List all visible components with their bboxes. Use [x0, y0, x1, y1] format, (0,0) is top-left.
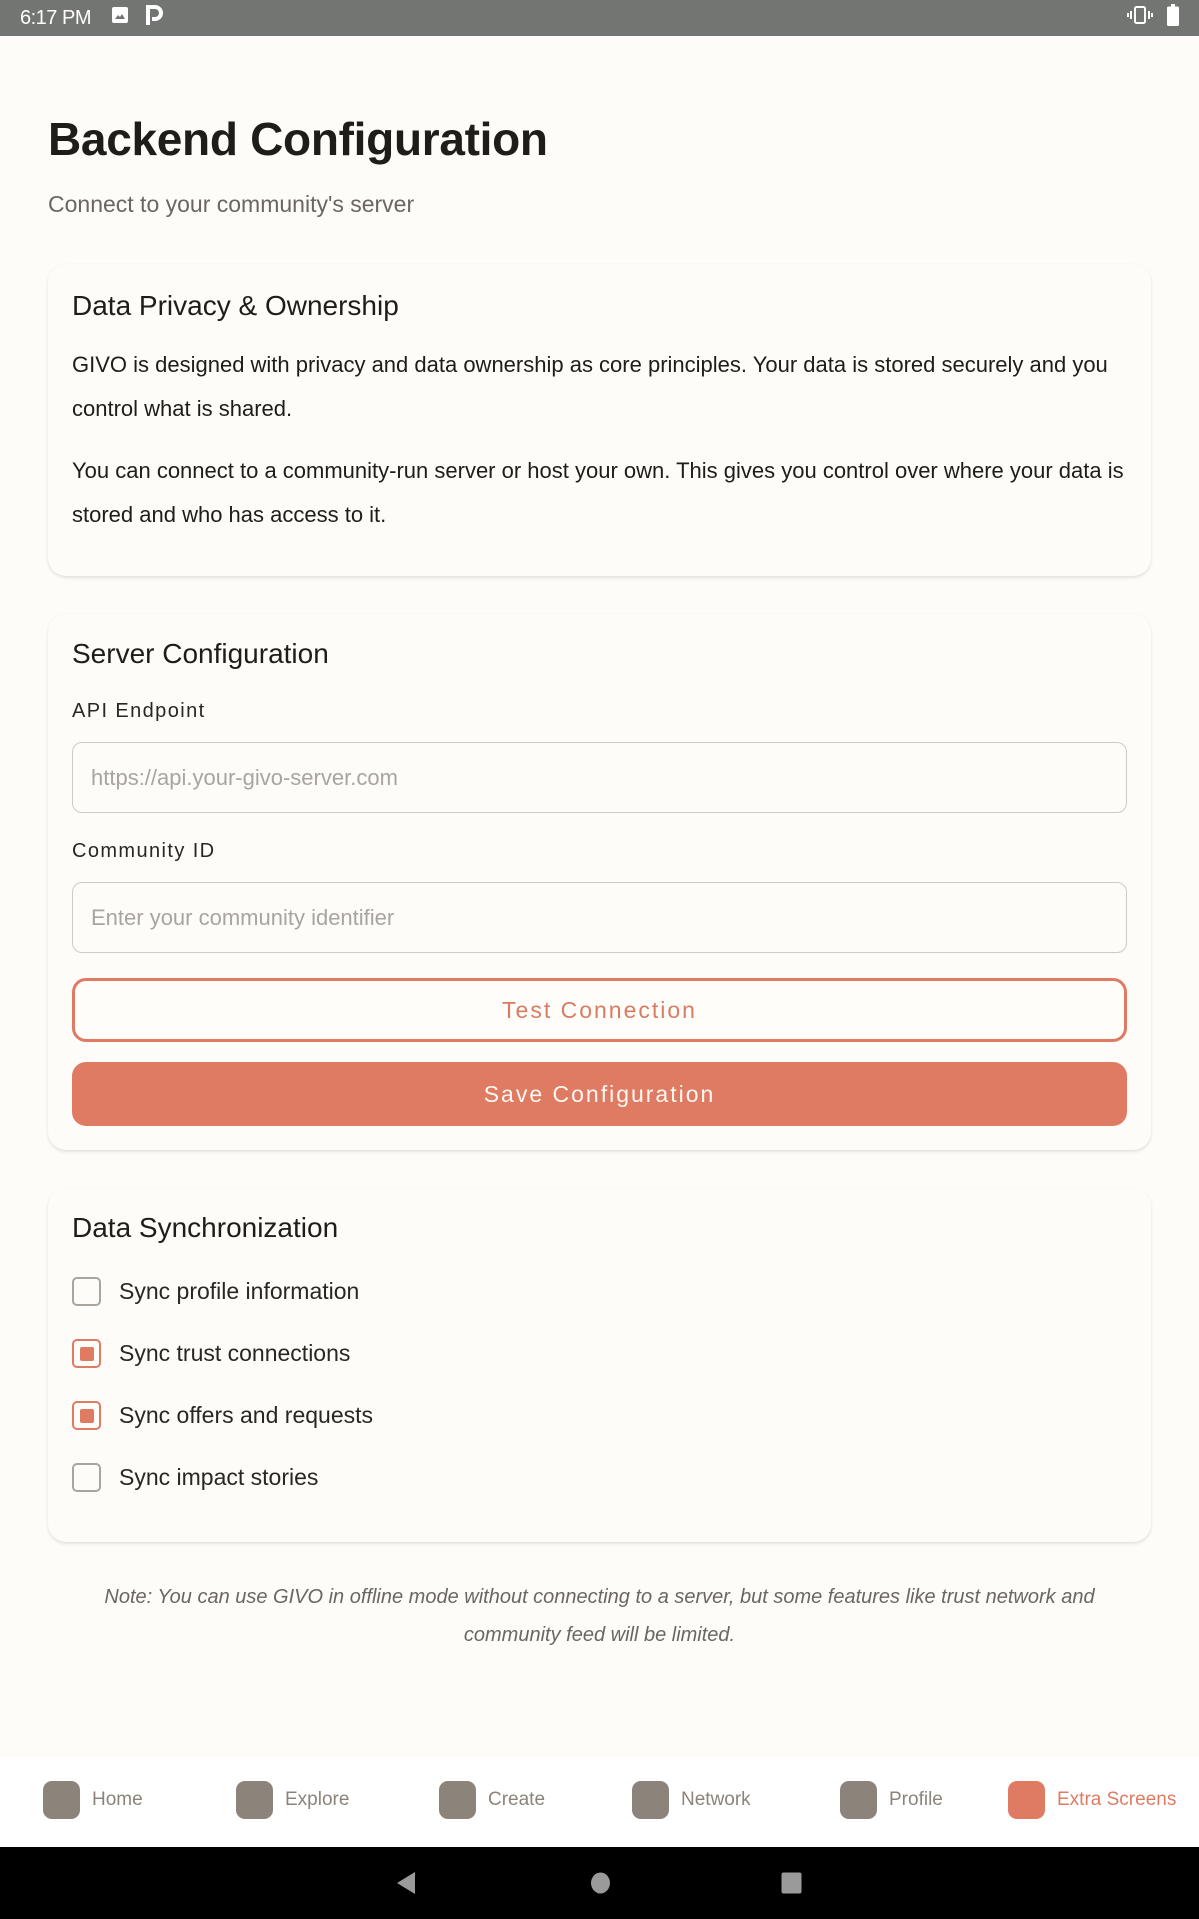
privacy-card [48, 264, 1151, 576]
back-icon[interactable] [396, 1871, 416, 1900]
privacy-body [72, 343, 1127, 537]
sync-option-impact[interactable] [72, 1463, 318, 1492]
nav-label: Extra Screens [1057, 1789, 1177, 1810]
checkbox-unchecked-icon[interactable] [72, 1277, 101, 1306]
image-icon [111, 6, 129, 30]
sync-card-title: Data Synchronization [72, 1212, 339, 1243]
save-configuration-button[interactable]: Save Configuration [72, 1062, 1127, 1126]
sync-option-label: Sync offers and requests [119, 1402, 373, 1428]
parking-icon [145, 4, 163, 32]
checkbox-checked-icon[interactable] [72, 1339, 101, 1368]
battery-icon [1167, 4, 1179, 32]
explore-icon [236, 1781, 273, 1819]
recents-icon[interactable] [781, 1872, 802, 1899]
profile-icon [840, 1781, 877, 1819]
status-time: 6:17 PM [20, 6, 91, 29]
nav-item-extra-screens[interactable] [1008, 1781, 1176, 1819]
privacy-card-title: Data Privacy & Ownership [72, 290, 399, 321]
privacy-paragraph: You can connect to a community-run server or host your own. This gives you control over where your data is stored and who has access to it. [72, 458, 1124, 527]
server-card-title: Server Configuration [72, 638, 329, 669]
sync-option-label: Sync trust connections [119, 1340, 351, 1366]
nav-label: Home [92, 1789, 143, 1810]
sync-option-label: Sync profile information [119, 1278, 360, 1304]
privacy-paragraph: GIVO is designed with privacy and data ownership as core principles. Your data is stored securely and you control what is shared. [72, 352, 1108, 421]
page-title: Backend Configuration [48, 113, 548, 165]
nav-label: Network [681, 1789, 751, 1810]
sync-option-profile[interactable] [72, 1277, 359, 1306]
vibrate-icon [1127, 5, 1153, 31]
offline-note: Note: You can use GIVO in offline mode without connecting to a server, but some features like trust network and community feed will be limited. [104, 1586, 1095, 1646]
home-circle-icon[interactable] [590, 1872, 611, 1899]
system-navigation-bar [0, 1847, 1199, 1919]
create-icon [439, 1781, 476, 1819]
nav-item-profile[interactable] [840, 1781, 943, 1819]
sync-option-offers[interactable] [72, 1401, 373, 1430]
nav-item-explore[interactable] [236, 1781, 349, 1819]
network-icon [632, 1781, 669, 1819]
server-config-card [48, 614, 1151, 1150]
sync-option-label: Sync impact stories [119, 1464, 319, 1490]
nav-item-network[interactable] [632, 1781, 751, 1819]
bottom-nav [0, 1757, 1199, 1847]
test-connection-button[interactable]: Test Connection [72, 978, 1127, 1042]
data-sync-card [48, 1188, 1151, 1542]
home-icon [43, 1781, 80, 1819]
page-subtitle: Connect to your community's server [48, 191, 415, 217]
nav-label: Profile [889, 1789, 943, 1810]
extra-screens-icon [1008, 1781, 1045, 1819]
sync-option-trust[interactable] [72, 1339, 350, 1368]
api-endpoint-label: API Endpoint [72, 700, 206, 722]
nav-label: Create [488, 1789, 546, 1810]
checkbox-checked-icon[interactable] [72, 1401, 101, 1430]
status-bar [0, 0, 1199, 36]
nav-label: Explore [285, 1789, 350, 1810]
community-id-input[interactable] [72, 882, 1127, 953]
checkbox-unchecked-icon[interactable] [72, 1463, 101, 1492]
api-endpoint-input[interactable] [72, 742, 1127, 813]
community-id-label: Community ID [72, 840, 216, 862]
nav-item-create[interactable] [439, 1781, 545, 1819]
nav-item-home[interactable] [43, 1781, 143, 1819]
